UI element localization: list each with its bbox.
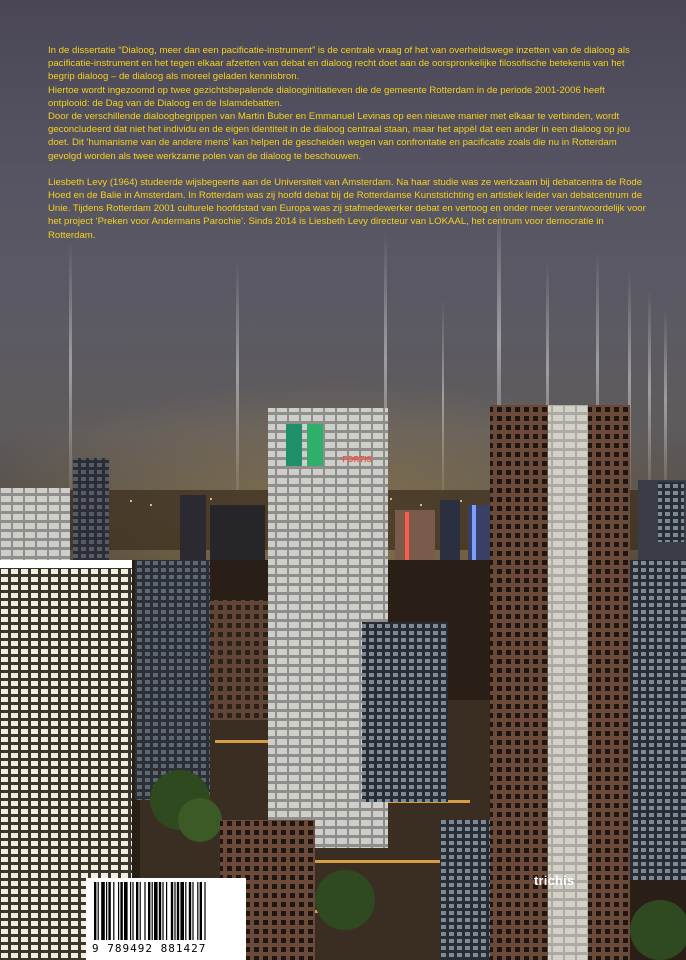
barcode-bar: [159, 882, 161, 940]
barcode-bar: [154, 882, 158, 940]
barcode-bar: [118, 882, 119, 940]
barcode-bar: [197, 882, 198, 940]
barcode-bar: [174, 882, 175, 940]
barcode-bar: [189, 882, 191, 940]
barcode-bar: [177, 882, 179, 940]
barcode-bar: [124, 882, 128, 940]
barcode-bar: [180, 882, 184, 940]
paragraph-gap: [48, 163, 648, 176]
barcode-bar: [144, 882, 145, 940]
barcode-bar: [113, 882, 114, 940]
author-bio: Liesbeth Levy (1964) studeerde wijsbegeerte aan de Universiteit van Amsterdam. Na haar studie was ze werkzaam bij debatcentra de Rode Hoed en de Balie in Amsterdam. In Rotterdam was zij hoofd debat bij de Rotterdamse Kunststichting en artistiek leider van debatcentrum de Unie. Tijdens Rotterdam 2001 culturele hoofdstad van Europa was zij stafmedewerker debat en vertoog en onder meer verantwoordelijk voor het project ‘Preken voor Andermans Parochie’. Sinds 2014 is Liesbeth Levy directeur van LOKAAL, het centrum voor democratie in Rotterdam.: [48, 176, 646, 241]
barcode-bar: [101, 882, 105, 940]
isbn-barcode: [86, 878, 246, 960]
barcode-bar: [204, 882, 205, 940]
barcode-bar: [94, 882, 96, 940]
barcode-bar: [130, 882, 131, 940]
barcode-bar: [140, 882, 141, 940]
summary-paragraph-2: Hiertoe wordt ingezoomd op twee gezichtsbepalende dialooginitiatieven die de gemeente Rotterdam in de periode 2001-2006 heeft ontplooid: de Dag van de Dialoog en de Islamdebatten.: [48, 84, 605, 109]
barcode-bar: [132, 882, 133, 940]
back-cover-text: [48, 44, 648, 242]
barcode-bar: [148, 882, 150, 940]
barcode-bar: [108, 882, 110, 940]
summary-paragraph-1: In de dissertatie “Dialoog, meer dan een pacificatie-instrument” is de centrale vraag of het van overheidswege inzetten van de dialoog als pacificatie-instrument en het tegen elkaar afzetten van debat en dialoog recht doet aan de oorspronkelijke filosofische betekenis van het begrip dialoog – de dialoog als moreel geladen kennisbron.: [48, 45, 630, 83]
barcode-bar: [200, 882, 202, 940]
barcode-bars: [94, 882, 238, 940]
publisher-logo: trichis: [534, 873, 575, 888]
barcode-bar: [136, 882, 138, 940]
barcode-bar: [98, 882, 99, 940]
isbn-number: 9 789492 881427: [92, 942, 207, 955]
barcode-bar: [106, 882, 107, 940]
barcode-bar: [166, 882, 167, 940]
barcode-bar: [120, 882, 122, 940]
barcode-bar: [162, 882, 163, 940]
barcode-bar: [171, 882, 173, 940]
barcode-bar: [152, 882, 153, 940]
building-sign-text: FORTIS: [342, 455, 372, 464]
barcode-bar: [185, 882, 186, 940]
summary-paragraph-3: Door de verschillende dialoogbegrippen van Martin Buber en Emmanuel Levinas op een nieuwe manier met elkaar te verbinden, wordt geconcludeerd dat niet het individu en de eigen identiteit in de dialoog centraal staan, maar het appèl dat een ander in een dialoog op jou doet. Dit ‘humanisme van de andere mens’ kan helpen de gescheiden wegen van confrontatie en pacificatie zoals die nu in Rotterdam gevolgd worden als twee werkzame polen van de dialoog te beschouwen.: [48, 111, 630, 162]
barcode-bar: [192, 882, 193, 940]
